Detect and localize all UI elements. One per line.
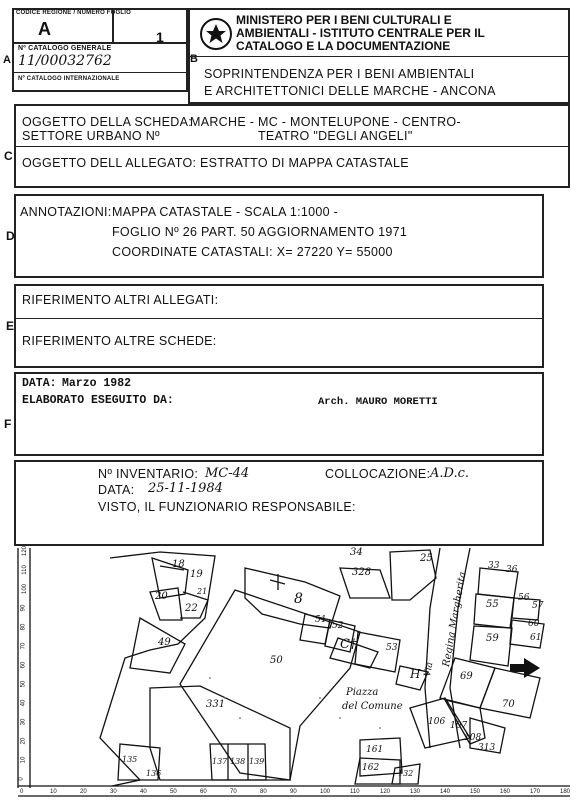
piazza-label-1: Piazza — [346, 687, 379, 698]
data2-label: DATA: — [98, 483, 135, 497]
settore-label: SETTORE URBANO Nº — [22, 129, 160, 143]
parcel-138: 138 — [230, 757, 246, 766]
international-catalog-label: Nº CATALOGO INTERNAZIONALE — [18, 76, 120, 82]
altre-schede-label: RIFERIMENTO ALTRE SCHEDE: — [22, 334, 217, 348]
oggetto-scheda-label: OGGETTO DELLA SCHEDA: — [22, 115, 193, 129]
ruler-left-tick: 100 — [22, 583, 29, 595]
box-a-letter: A — [38, 19, 51, 39]
parcel-19: 19 — [190, 569, 203, 580]
elaborato-value: Arch. MAURO MORETTI — [318, 396, 438, 408]
ministry-line2: AMBIENTALI - ISTITUTO CENTRALE PER IL — [236, 26, 485, 40]
ruler-bottom-tick: 70 — [230, 789, 237, 795]
annotazioni-line2: FOGLIO Nº 26 PART. 50 AGGIORNAMENTO 1971 — [112, 225, 408, 239]
parcel-34: 34 — [350, 547, 363, 558]
section-e-letter: E — [6, 319, 15, 333]
data-label: DATA: — [22, 377, 57, 390]
parcel-108: 108 — [464, 733, 482, 743]
soprintendenza-line1: SOPRINTENDENZA PER I BENI AMBIENTALI — [204, 67, 475, 81]
ruler-bottom-tick: 140 — [440, 789, 451, 795]
ruler-left-tick: 120 — [22, 545, 29, 557]
section-f-letter: F — [4, 417, 12, 431]
ministry-line3: CATALOGO E LA DOCUMENTAZIONE — [236, 39, 451, 53]
inventario-value: MC-44 — [205, 466, 250, 481]
parcel-52: 52 — [332, 621, 344, 631]
parcel-61: 61 — [530, 633, 542, 643]
ruler-bottom-tick: 170 — [530, 789, 541, 795]
ruler-bottom-tick: 50 — [170, 789, 177, 795]
parcel-18: 18 — [172, 559, 185, 570]
ruler-left-tick: 60 — [20, 661, 27, 669]
parcel-162: 162 — [362, 763, 380, 773]
parcel-36: 36 — [506, 565, 518, 575]
ministry-line1: MINISTERO PER I BENI CULTURALI E — [236, 13, 452, 27]
ruler-left-tick: 30 — [20, 718, 27, 726]
ruler-bottom-tick: 150 — [470, 789, 481, 795]
parcel-33: 33 — [488, 561, 500, 571]
parcel-51: 51 — [315, 615, 327, 625]
ruler-bottom-tick: 80 — [260, 789, 267, 795]
ruler-left-tick: 80 — [20, 623, 27, 631]
section-d-letter: D — [6, 229, 15, 243]
annotazioni-line3: COORDINATE CATASTALI: X= 27220 Y= 55000 — [112, 245, 393, 259]
visto-label: VISTO, IL FUNZIONARIO RESPONSABILE: — [98, 500, 356, 514]
ruler-bottom-tick: 30 — [110, 789, 117, 795]
parcel-21: 21 — [197, 587, 208, 596]
ruler-bottom-tick: 90 — [290, 789, 297, 795]
parcel-139: 139 — [249, 757, 265, 766]
ruler-bottom-tick: 10 — [50, 789, 57, 795]
parcel-331: 331 — [206, 699, 226, 710]
sheet-number: 1 — [156, 29, 164, 45]
ruler-bottom-tick: 20 — [80, 789, 87, 795]
elaborato-label: ELABORATO ESEGUITO DA: — [22, 394, 174, 407]
parcel-60: 60 — [528, 619, 540, 629]
parcel-50: 50 — [270, 655, 283, 666]
annotazioni-label: ANNOTAZIONI: — [20, 205, 112, 219]
general-catalog-value: 11/00032762 — [18, 53, 112, 69]
inventario-label: Nº INVENTARIO: — [98, 467, 199, 481]
parcel-22: 22 — [185, 603, 198, 614]
church-label: C† — [340, 637, 357, 652]
section-c-letter: C — [4, 149, 13, 163]
ruler-left-tick: 20 — [20, 737, 27, 745]
ruler-bottom-tick: 110 — [350, 789, 360, 795]
box-b-letter: B — [190, 53, 198, 65]
settore-value: TEATRO "DEGLI ANGELI" — [258, 129, 413, 143]
ruler-bottom-tick: 40 — [140, 789, 147, 795]
box-a-top-label: CODICE REGIONE / NUMERO FOGLIO — [16, 10, 132, 16]
map-drawing — [0, 545, 582, 800]
parcel-56: 56 — [518, 593, 530, 603]
parcel-70: 70 — [502, 699, 515, 710]
ruler-bottom-tick: 130 — [410, 789, 421, 795]
ruler-left-tick: 10 — [20, 756, 27, 764]
piazza-label-2: del Comune — [342, 701, 403, 712]
republic-emblem-icon — [200, 18, 232, 50]
general-catalog-label: Nº CATALOGO GENERALE — [18, 45, 112, 52]
parcel-161: 161 — [366, 745, 384, 755]
parcel-313: 313 — [478, 743, 496, 753]
ruler-left-tick: 110 — [21, 565, 28, 575]
cadastral-map — [0, 545, 582, 800]
parcel-57: 57 — [532, 601, 544, 611]
parcel-25: 25 — [420, 553, 433, 564]
collocazione-value: A.D.c. — [430, 466, 470, 481]
annotazioni-line1: MAPPA CATASTALE - SCALA 1:1000 - — [112, 205, 339, 219]
parcel-106: 106 — [428, 717, 446, 727]
parcel-132: 132 — [398, 769, 414, 778]
parcel-55: 55 — [486, 599, 499, 610]
parcel-49: 49 — [158, 637, 171, 648]
parcel-136: 136 — [146, 769, 162, 778]
parcel-8: 8 — [294, 591, 303, 607]
section-a-side-letter: A — [3, 54, 11, 66]
collocazione-label: COLLOCAZIONE: — [325, 467, 431, 481]
parcel-107: 107 — [450, 721, 468, 731]
data-value: Marzo 1982 — [62, 377, 132, 390]
via-prefix: Via — [423, 661, 436, 678]
parcel-20: 20 — [155, 591, 168, 602]
house-label: H — [410, 667, 421, 681]
parcel-137: 137 — [212, 757, 228, 766]
ruler-left-tick: 50 — [20, 680, 27, 688]
soprintendenza-line2: E ARCHITETTONICI DELLE MARCHE - ANCONA — [204, 84, 496, 98]
oggetto-scheda-value: MARCHE - MC - MONTELUPONE - CENTRO- — [190, 115, 461, 129]
ruler-left-tick: 90 — [20, 604, 27, 612]
via-label: Regina Margherita — [441, 570, 469, 668]
ruler-bottom-tick: 160 — [500, 789, 511, 795]
ruler-left-tick: 40 — [20, 699, 27, 707]
ruler-bottom-tick: 120 — [380, 789, 391, 795]
ruler-bottom-tick: 0 — [20, 789, 24, 795]
ruler-left-tick: 70 — [20, 642, 27, 650]
ruler-left-tick: 0 — [18, 777, 25, 781]
parcel-135: 135 — [122, 755, 138, 764]
oggetto-allegato-value: ESTRATTO DI MAPPA CATASTALE — [200, 156, 409, 170]
ruler-bottom-tick: 60 — [200, 789, 207, 795]
parcel-53: 53 — [386, 643, 398, 653]
parcel-328: 328 — [352, 567, 372, 578]
data2-value: 25-11-1984 — [148, 481, 223, 496]
parcel-69: 69 — [460, 671, 473, 682]
ruler-bottom-tick: 180 — [560, 789, 571, 795]
oggetto-allegato-label: OGGETTO DELL ALLEGATO: — [22, 156, 197, 170]
ruler-bottom-tick: 100 — [320, 789, 331, 795]
parcel-59: 59 — [486, 633, 499, 644]
altri-allegati-label: RIFERIMENTO ALTRI ALLEGATI: — [22, 293, 219, 307]
